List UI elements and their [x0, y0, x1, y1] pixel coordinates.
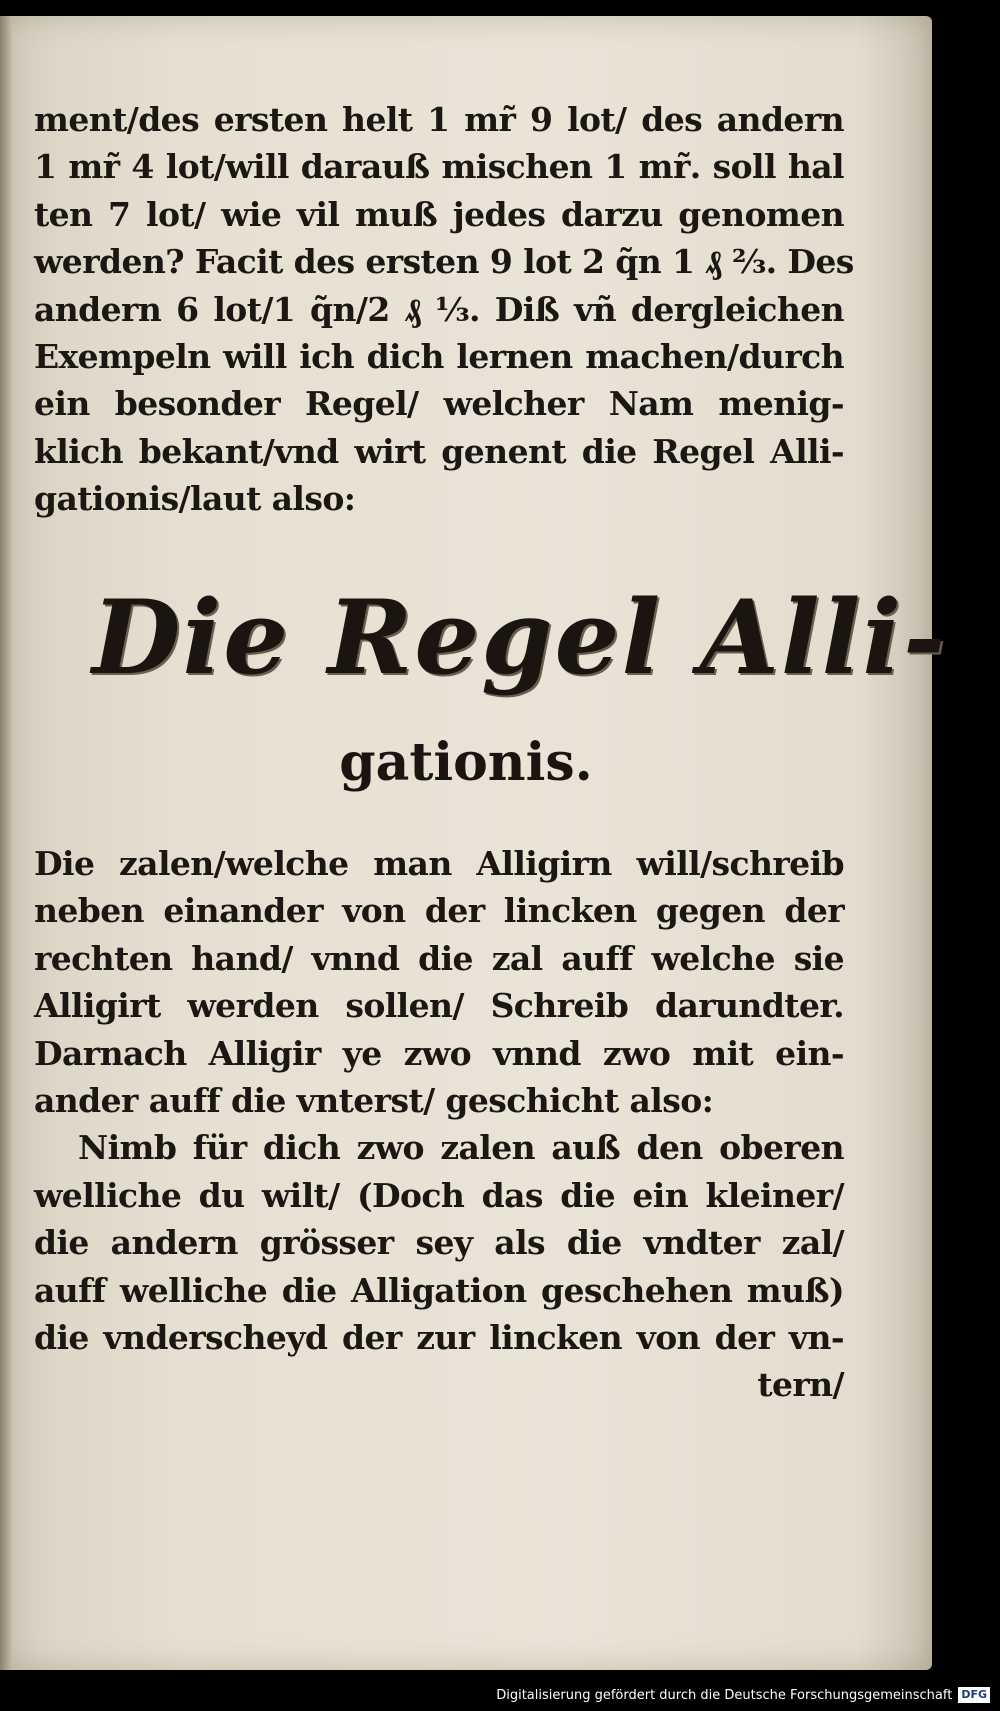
text-line: Nimb für dich zwo zalen auß den oberen	[78, 1128, 844, 1168]
text-line: welliche du wilt/ (Doch das die ein kleiner/	[34, 1175, 844, 1215]
text-line: Exempeln will ich dich lernen machen/durch	[34, 336, 844, 376]
text-line: auff welliche die Alligation geschehen muß)	[34, 1270, 844, 1310]
section-heading: Die Regel Alli-	[92, 578, 948, 698]
page-edge	[0, 16, 12, 1670]
text-line: rechten hand/ vnnd die zal auff welche sie	[34, 938, 844, 978]
text-line: ein besonder Regel/ welcher Nam menig-	[34, 384, 844, 424]
text-line: die vnderscheyd der zur lincken von der vn-	[34, 1317, 844, 1357]
text-line: 1 mr̃ 4 lot/will darauß mischen 1 mr̃. soll hal	[34, 147, 844, 187]
text-line: werden? Facit des ersten 9 lot 2 q̃n 1 ₰ ⅔. Des	[34, 242, 854, 282]
text-line: klich bekant/vnd wirt genent die Regel Alli-	[34, 431, 844, 471]
intro-paragraph	[34, 96, 854, 523]
text-line: Alligirt werden sollen/ Schreib darundter.	[34, 986, 844, 1026]
text-line: ander auff die vnterst/ geschicht also:	[34, 1080, 714, 1120]
text-line: Darnach Alligir ye zwo vnnd zwo mit ein-	[34, 1033, 844, 1073]
text-line: andern 6 lot/1 q̃n/2 ₰ ⅓. Diß vñ dergleichen	[34, 289, 844, 329]
text-line: neben einander von der lincken gegen der	[34, 891, 844, 931]
section-subheading: gationis.	[339, 732, 593, 793]
body-paragraph	[34, 840, 844, 1409]
footer-text: Digitalisierung gefördert durch die Deutsche Forschungsgemeinschaft	[496, 1687, 953, 1703]
digitization-footer	[496, 1685, 990, 1705]
text-line: gationis/laut also:	[34, 479, 356, 519]
text-line: Die zalen/welche man Alligirn will/schreib	[34, 844, 844, 883]
text-line: die andern grösser sey als die vndter zal/	[34, 1223, 844, 1263]
text-line: ment/des ersten helt 1 mr̃ 9 lot/ des andern	[34, 100, 844, 139]
catchword: tern/	[757, 1365, 844, 1405]
text-line: ten 7 lot/ wie vil muß jedes darzu genomen	[34, 194, 844, 234]
dfg-logo: DFG	[958, 1687, 990, 1703]
